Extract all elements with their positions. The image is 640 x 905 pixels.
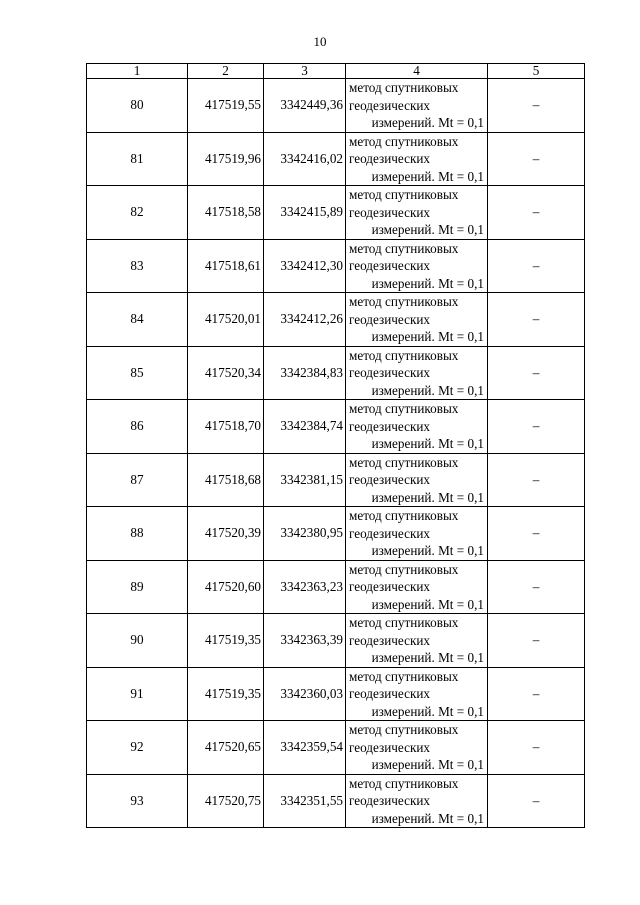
- method-cell: [346, 79, 488, 133]
- method-line-2: геодезических: [349, 579, 431, 594]
- note-cell: –: [488, 400, 585, 454]
- coordinate-y: 3342363,39: [264, 614, 346, 668]
- point-number: 86: [87, 400, 188, 454]
- header-col-2: 2: [188, 64, 264, 79]
- note-cell: –: [488, 346, 585, 400]
- method-line-1: метод спутниковых: [349, 294, 459, 309]
- method-line-2: геодезических: [349, 472, 431, 487]
- coordinate-y: 3342384,83: [264, 346, 346, 400]
- method-line-1: метод спутниковых: [349, 508, 459, 523]
- method-line-3: измерений. Mt = 0,1: [371, 703, 484, 719]
- method-cell: [346, 400, 488, 454]
- coordinate-x: 417518,70: [188, 400, 264, 454]
- note-cell: –: [488, 186, 585, 240]
- point-number: 88: [87, 507, 188, 561]
- method-cell: [346, 667, 488, 721]
- method-line-3: измерений. Mt = 0,1: [371, 436, 484, 451]
- table-row: [87, 346, 585, 400]
- note-cell: –: [488, 614, 585, 668]
- coordinate-x: 417520,01: [188, 293, 264, 347]
- coordinate-x: 417520,60: [188, 560, 264, 614]
- method-line-2: геодезических: [349, 686, 431, 701]
- method-line-3: измерений. Mt = 0,1: [371, 115, 484, 130]
- method-cell: [346, 346, 488, 400]
- table-row: [87, 239, 585, 293]
- header-col-4: 4: [346, 64, 488, 79]
- coordinate-y: 3342381,15: [264, 453, 346, 507]
- point-number: 85: [87, 346, 188, 400]
- coordinate-x: 417518,68: [188, 453, 264, 507]
- method-line-1: метод спутниковых: [349, 561, 459, 577]
- table-row: [87, 560, 585, 614]
- note-cell: –: [488, 774, 585, 828]
- table-row: [87, 721, 585, 775]
- method-line-1: метод спутниковых: [349, 80, 459, 95]
- method-line-2: геодезических: [349, 365, 431, 380]
- method-line-1: метод спутниковых: [349, 133, 459, 149]
- method-line-3: измерений. Mt = 0,1: [371, 596, 484, 612]
- coordinate-x: 417518,61: [188, 239, 264, 293]
- method-line-1: метод спутниковых: [349, 240, 459, 256]
- coordinate-x: 417520,65: [188, 721, 264, 775]
- coordinate-y: 3342359,54: [264, 721, 346, 775]
- method-line-3: измерений. Mt = 0,1: [371, 650, 484, 665]
- method-line-3: измерений. Mt = 0,1: [371, 757, 484, 772]
- note-cell: –: [488, 721, 585, 775]
- method-line-2: геодезических: [349, 739, 431, 755]
- coordinate-y: 3342412,30: [264, 239, 346, 293]
- table-row: [87, 79, 585, 133]
- coordinate-y: 3342380,95: [264, 507, 346, 561]
- point-number: 81: [87, 132, 188, 186]
- method-line-2: геодезических: [349, 258, 431, 273]
- method-line-3: измерений. Mt = 0,1: [371, 810, 484, 826]
- note-cell: –: [488, 667, 585, 721]
- coordinate-y: 3342363,23: [264, 560, 346, 614]
- method-line-1: метод спутниковых: [349, 454, 459, 470]
- coordinate-x: 417520,39: [188, 507, 264, 561]
- method-line-1: метод спутниковых: [349, 668, 459, 684]
- note-cell: –: [488, 132, 585, 186]
- note-cell: –: [488, 239, 585, 293]
- header-col-3: 3: [264, 64, 346, 79]
- table-row: [87, 453, 585, 507]
- method-line-2: геодезических: [349, 151, 431, 166]
- point-number: 92: [87, 721, 188, 775]
- point-number: 91: [87, 667, 188, 721]
- method-line-3: измерений. Mt = 0,1: [371, 275, 484, 291]
- method-line-1: метод спутниковых: [349, 187, 459, 202]
- coordinate-x: 417519,96: [188, 132, 264, 186]
- note-cell: –: [488, 79, 585, 133]
- method-line-2: геодезических: [349, 97, 431, 113]
- method-cell: [346, 186, 488, 240]
- coordinate-y: 3342412,26: [264, 293, 346, 347]
- coordinate-y: 3342449,36: [264, 79, 346, 133]
- coordinate-y: 3342351,55: [264, 774, 346, 828]
- coordinate-y: 3342360,03: [264, 667, 346, 721]
- method-cell: [346, 721, 488, 775]
- coordinate-y: 3342415,89: [264, 186, 346, 240]
- table-body: [87, 79, 585, 828]
- method-line-3: измерений. Mt = 0,1: [371, 382, 484, 398]
- method-line-2: геодезических: [349, 418, 431, 434]
- method-line-2: геодезических: [349, 793, 431, 808]
- note-cell: –: [488, 560, 585, 614]
- coordinate-x: 417518,58: [188, 186, 264, 240]
- table-row: [87, 293, 585, 347]
- method-line-1: метод спутниковых: [349, 775, 459, 791]
- coordinate-y: 3342416,02: [264, 132, 346, 186]
- point-number: 87: [87, 453, 188, 507]
- coordinates-table: [86, 63, 585, 828]
- point-number: 80: [87, 79, 188, 133]
- table-row: [87, 774, 585, 828]
- table-row: [87, 186, 585, 240]
- note-cell: –: [488, 293, 585, 347]
- method-line-3: измерений. Mt = 0,1: [371, 222, 484, 237]
- table-row: [87, 132, 585, 186]
- table-header-row: [87, 64, 585, 79]
- header-col-5: 5: [488, 64, 585, 79]
- method-line-2: геодезических: [349, 525, 431, 541]
- point-number: 82: [87, 186, 188, 240]
- coordinate-x: 417519,35: [188, 667, 264, 721]
- point-number: 83: [87, 239, 188, 293]
- method-cell: [346, 507, 488, 561]
- method-line-3: измерений. Mt = 0,1: [371, 329, 484, 344]
- method-line-2: геодезических: [349, 632, 431, 648]
- coordinate-y: 3342384,74: [264, 400, 346, 454]
- method-line-3: измерений. Mt = 0,1: [371, 543, 484, 558]
- method-cell: [346, 132, 488, 186]
- table-row: [87, 667, 585, 721]
- method-line-1: метод спутниковых: [349, 722, 459, 737]
- coordinate-x: 417520,34: [188, 346, 264, 400]
- point-number: 84: [87, 293, 188, 347]
- note-cell: –: [488, 453, 585, 507]
- method-line-1: метод спутниковых: [349, 401, 459, 416]
- method-line-3: измерений. Mt = 0,1: [371, 168, 484, 184]
- method-cell: [346, 614, 488, 668]
- table-row: [87, 400, 585, 454]
- coordinate-x: 417519,35: [188, 614, 264, 668]
- header-col-1: 1: [87, 64, 188, 79]
- method-cell: [346, 453, 488, 507]
- method-line-1: метод спутниковых: [349, 347, 459, 363]
- method-line-2: геодезических: [349, 204, 431, 220]
- method-line-3: измерений. Mt = 0,1: [371, 489, 484, 505]
- method-cell: [346, 774, 488, 828]
- method-cell: [346, 239, 488, 293]
- coordinate-x: 417519,55: [188, 79, 264, 133]
- note-cell: –: [488, 507, 585, 561]
- page-number: 10: [313, 34, 327, 49]
- point-number: 93: [87, 774, 188, 828]
- method-cell: [346, 560, 488, 614]
- method-line-2: геодезических: [349, 311, 431, 327]
- coordinate-x: 417520,75: [188, 774, 264, 828]
- method-line-1: метод спутниковых: [349, 615, 459, 630]
- method-cell: [346, 293, 488, 347]
- point-number: 90: [87, 614, 188, 668]
- table-row: [87, 614, 585, 668]
- table-row: [87, 507, 585, 561]
- point-number: 89: [87, 560, 188, 614]
